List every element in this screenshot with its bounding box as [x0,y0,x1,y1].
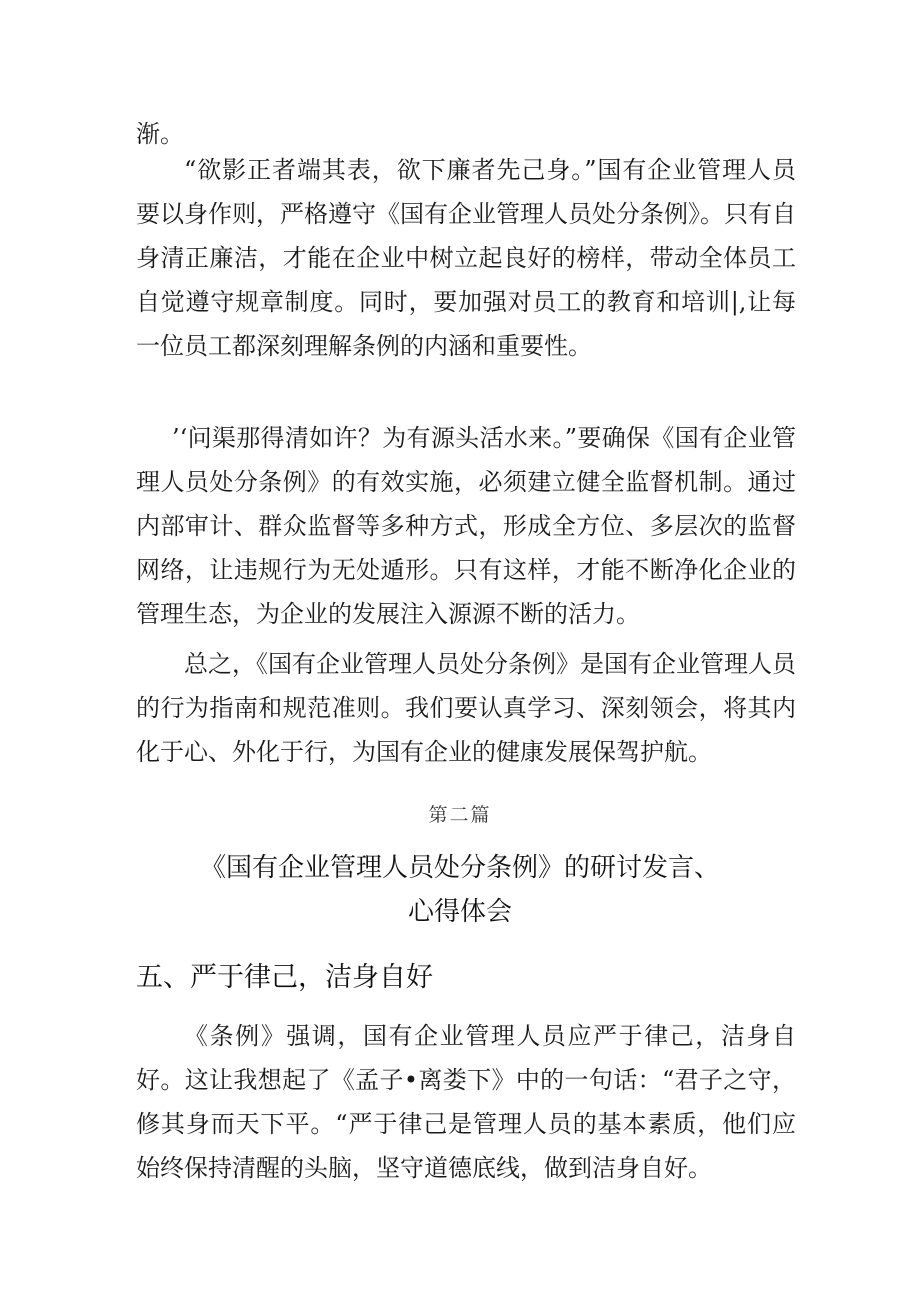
section-heading: 五、严于律己，洁身自好 [136,962,433,993]
paragraph-self-discipline: 《条例》强调，国有企业管理人员应严于律己，洁身自好。这让我想起了《孟子•离娄下》中的一句话：“君子之守，修其身而天下平。“严于律己是管理人员的基本素质，他们应始终保持清醒的头脑，坚守道德底线，做到洁身自好。 [136,1022,796,1182]
paragraph-continuation: 渐。 [136,120,184,148]
document-title [160,846,760,934]
title-line-2: 心得体会 [407,897,512,927]
paragraph-conclusion: 总之，《国有企业管理人员处分条例》是国有企业管理人员的行为指南和规范准则。我们要认真学习、深刻领会，将其内化于心、外化于行，为国有企业的健康发展保驾护航。 [136,650,796,766]
section-label: 第二篇 [428,804,492,826]
paragraph-supervision: ’‘问渠那得清如许？为有源头活水来。”要确保《国有企业管理人员处分条例》的有效实施，必须建立健全监督机制。通过内部审计、群众监督等多种方式，形成全方位、多层次的监督网络，让违规行为无处遁形。只有这样，才能不断净化企业的管理生态，为企业的发展注入源源不断的活力。 [136,424,796,628]
title-line-1: 《国有企业管理人员处分条例》的研讨发言、 [199,853,720,883]
paragraph-lead-by-example: “欲影正者端其表，欲下廉者先己身。”国有企业管理人员要以身作则，严格遵守《国有企业管理人员处分条例》。只有自身清正廉洁，才能在企业中树立起良好的榜样，带动全体员工自觉遵守规章制度。同时，要加强对员工的教育和培训|,让每一位员工都深刻理解条例的内涵和重要性。 [136,156,796,360]
